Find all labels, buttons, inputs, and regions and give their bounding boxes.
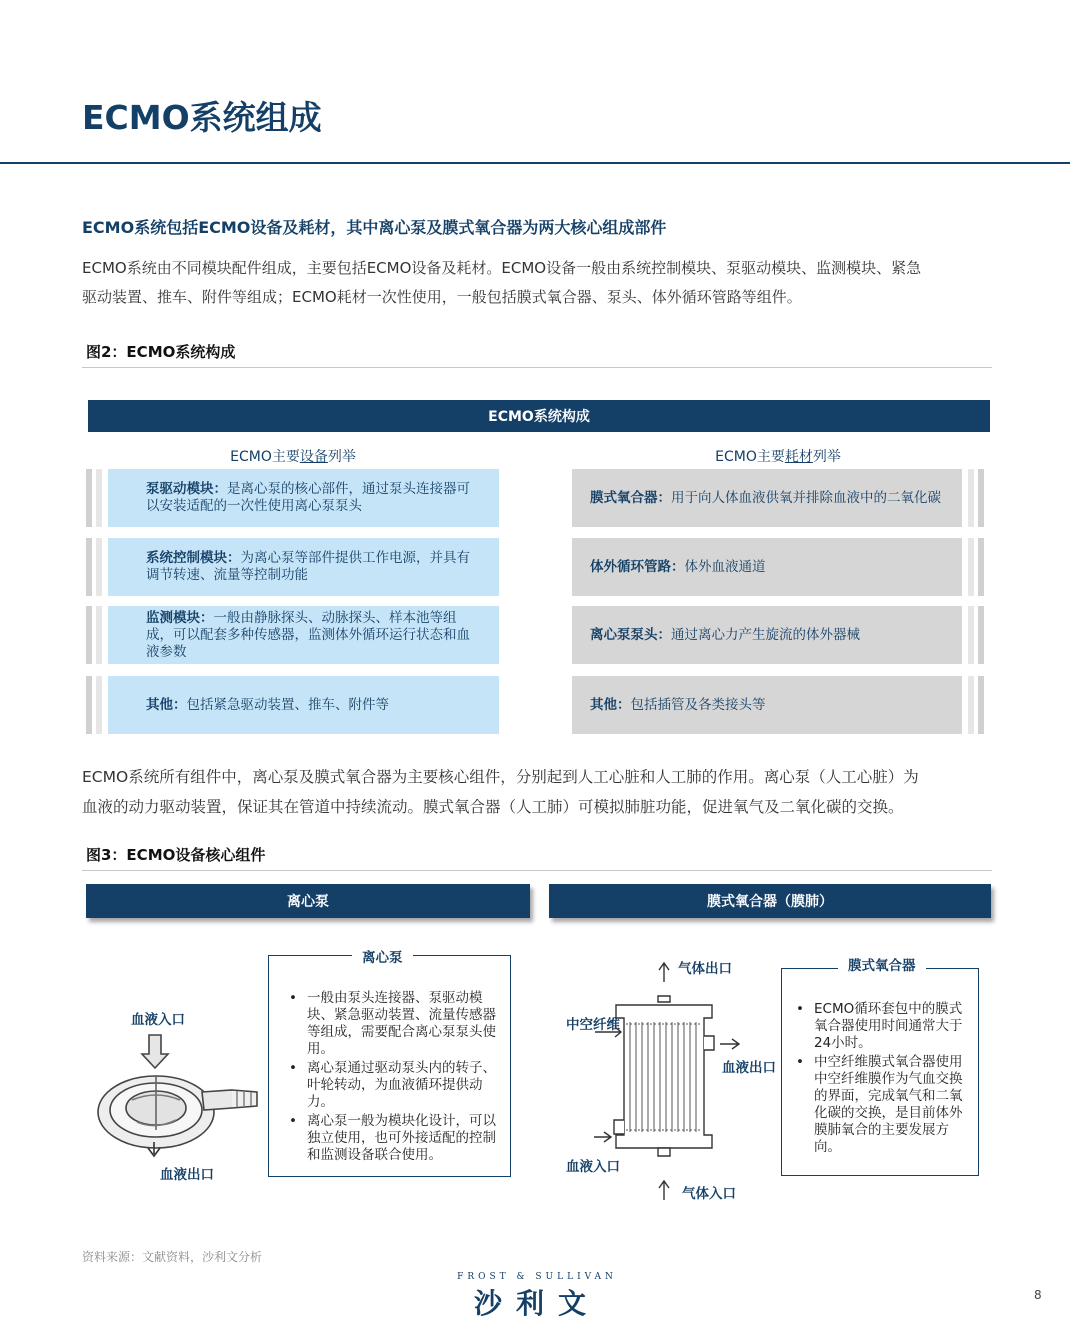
source-note: 资料来源：文献资料，沙利文分析 bbox=[82, 1250, 263, 1264]
oxy-blood-outlet-label: 血液出口 bbox=[722, 1060, 776, 1076]
card-accent-bar bbox=[96, 538, 102, 596]
consumable-card-other: 其他：包括插管及各类接头等 bbox=[572, 676, 962, 734]
pump-bullet-list bbox=[287, 990, 503, 1166]
gas-outlet-label: 气体出口 bbox=[678, 961, 732, 977]
pump-box-title: 离心泵 bbox=[352, 946, 413, 966]
core-components-paragraph bbox=[82, 762, 992, 822]
consumable-card-circuit: 体外循环管路：体外血液通道 bbox=[572, 538, 962, 596]
card-accent-bar bbox=[96, 676, 102, 734]
pump-blood-outlet-label: 血液出口 bbox=[160, 1167, 214, 1183]
mid-line-2: 血液的动力驱动装置，保证其在管道中持续流动。膜式氧合器（人工肺）可模拟肺脏功能，促进氧气及二氧化碳的交换。 bbox=[82, 798, 904, 816]
figure-2-title: 图2：ECMO系统构成 bbox=[86, 343, 236, 361]
oxygenator-banner: 膜式氧合器（膜肺） bbox=[549, 884, 991, 918]
figure-2-banner: ECMO系统构成 bbox=[88, 400, 990, 432]
pump-banner: 离心泵 bbox=[86, 884, 530, 918]
consumables-column-heading: ECMO主要耗材列举 bbox=[715, 449, 841, 465]
card-accent-bar bbox=[968, 606, 974, 664]
oxygenator-bullet: • 中空纤维膜式氧合器使用中空纤维膜作为气血交换的界面，完成氧气和二氧化碳的交换，是目前体外膜肺氧合的主要发展方向。 bbox=[794, 1054, 974, 1156]
card-accent-bar bbox=[86, 606, 92, 664]
card-accent-bar bbox=[96, 606, 102, 664]
card-accent-bar bbox=[86, 469, 92, 527]
oxygenator-box-title: 膜式氧合器 bbox=[838, 954, 926, 974]
intro-paragraph bbox=[82, 254, 992, 312]
card-accent-bar bbox=[86, 538, 92, 596]
figure-3-title: 图3：ECMO设备核心组件 bbox=[86, 846, 266, 864]
oxygenator-illustration bbox=[590, 960, 750, 1205]
equipment-card-control: 系统控制模块：为离心泵等部件提供工作电源，并具有调节转速、流量等控制功能 bbox=[108, 538, 499, 596]
oxy-blood-inlet-label: 血液入口 bbox=[566, 1159, 620, 1175]
gas-inlet-label: 气体入口 bbox=[682, 1186, 736, 1202]
oxygenator-bullet-list bbox=[794, 1001, 974, 1158]
consumable-card-oxygenator: 膜式氧合器：用于向人体血液供氧并排除血液中的二氧化碳 bbox=[572, 469, 962, 527]
equipment-card-pump-drive: 泵驱动模块：是离心泵的核心部件，通过泵头连接器可以安装适配的一次性使用离心泵泵头 bbox=[108, 469, 499, 527]
logo-english: FROST & SULLIVAN bbox=[457, 1272, 617, 1282]
pump-bullet: • 离心泵一般为模块化设计，可以独立使用，也可外接适配的控制和监测设备联合使用。 bbox=[287, 1113, 503, 1164]
hollow-fiber-label: 中空纤维 bbox=[566, 1017, 620, 1033]
pump-blood-inlet-label: 血液入口 bbox=[131, 1012, 185, 1028]
logo-chinese: 沙利文 bbox=[473, 1287, 600, 1320]
card-accent-bar bbox=[96, 469, 102, 527]
pump-bullet: • 一般由泵头连接器、泵驱动模块、紧急驱动装置、流量传感器等组成，需要配合离心泵泵头使用。 bbox=[287, 990, 503, 1058]
oxygenator-bullet: • ECMO循环套包中的膜式氧合器使用时间通常大于24小时。 bbox=[794, 1001, 974, 1052]
mid-line-1: ECMO系统所有组件中，离心泵及膜式氧合器为主要核心组件，分别起到人工心脏和人工肺的作用。离心泵（人工心脏）为 bbox=[82, 768, 919, 786]
oxygenator-info-box bbox=[781, 968, 979, 1176]
card-accent-bar bbox=[978, 676, 984, 734]
page-number: 8 bbox=[1034, 1288, 1042, 1302]
figure-2-rule bbox=[82, 367, 992, 368]
equipment-card-other: 其他：包括紧急驱动装置、推车、附件等 bbox=[108, 676, 499, 734]
title-divider bbox=[0, 162, 1070, 164]
card-accent-bar bbox=[968, 469, 974, 527]
consumable-card-pump-head: 离心泵泵头：通过离心力产生旋流的体外器械 bbox=[572, 606, 962, 664]
centrifugal-pump-illustration bbox=[92, 1030, 267, 1160]
equipment-card-monitor: 监测模块：一般由静脉探头、动脉探头、样本池等组成，可以配套多种传感器，监测体外循环运行状态和血液参数 bbox=[108, 606, 499, 664]
pump-bullet: • 离心泵通过驱动泵头内的转子、叶轮转动，为血液循环提供动力。 bbox=[287, 1060, 503, 1111]
card-accent-bar bbox=[968, 538, 974, 596]
card-accent-bar bbox=[86, 676, 92, 734]
card-accent-bar bbox=[978, 606, 984, 664]
card-accent-bar bbox=[978, 469, 984, 527]
page-title: ECMO系统组成 bbox=[82, 98, 322, 137]
card-accent-bar bbox=[968, 676, 974, 734]
intro-line-1: ECMO系统由不同模块配件组成，主要包括ECMO设备及耗材。ECMO设备一般由系统控制模块、泵驱动模块、监测模块、紧急 bbox=[82, 259, 922, 277]
intro-line-2: 驱动装置、推车、附件等组成；ECMO耗材一次性使用，一般包括膜式氧合器、泵头、体外循环管路等组件。 bbox=[82, 288, 802, 306]
equipment-column-heading: ECMO主要设备列举 bbox=[230, 449, 356, 465]
card-accent-bar bbox=[978, 538, 984, 596]
pump-info-box bbox=[268, 955, 511, 1177]
section-subheading: ECMO系统包括ECMO设备及耗材，其中离心泵及膜式氧合器为两大核心组成部件 bbox=[82, 218, 667, 237]
figure-3-rule bbox=[82, 870, 992, 871]
